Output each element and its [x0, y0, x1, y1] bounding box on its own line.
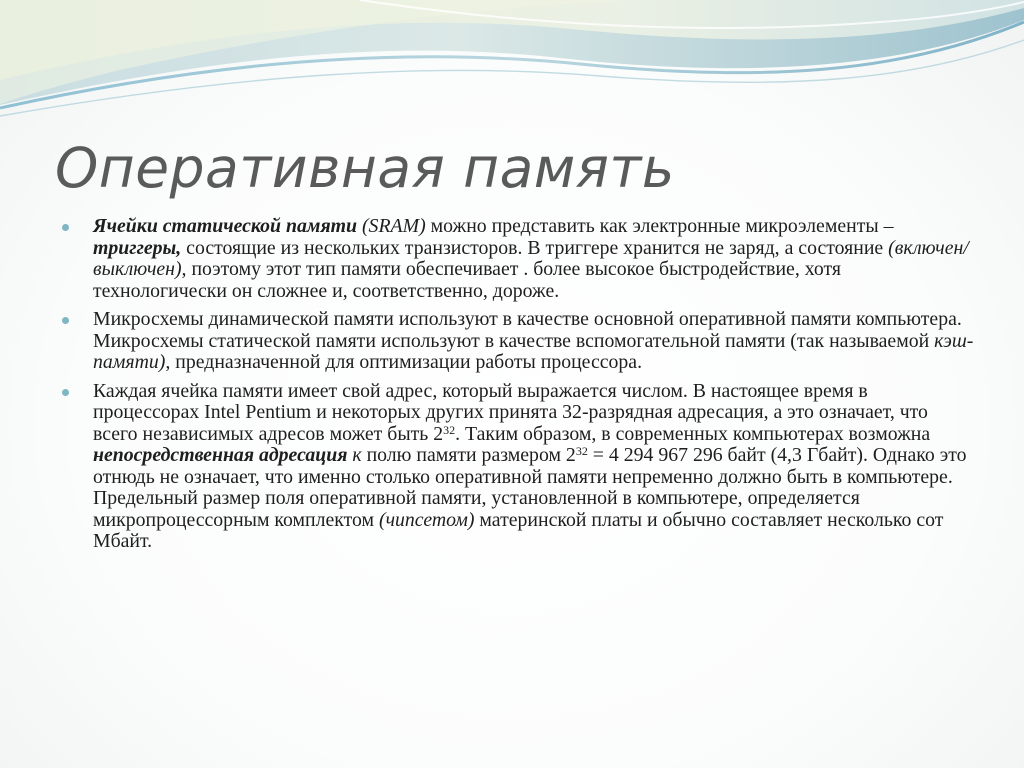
text-segment: материнской платы и обычно составляет несколько сот Мбайт.: [93, 508, 944, 552]
page-title: Оперативная память: [55, 136, 675, 200]
header-wave-decoration: [0, 0, 1024, 120]
text-segment: поэтому этот тип памяти обеспечивает . более высокое быстродействие, хотя технологически он сложнее и, соответственно, дороже.: [93, 258, 841, 302]
term-direct-addressing: непосредственная адресация: [93, 444, 348, 466]
bullet-item-addressing: [60, 381, 975, 553]
bullet-item-dram: [60, 309, 975, 374]
text-segment: предназначенной для оптимизации работы процессора.: [170, 351, 643, 373]
term-sram-abbr: (SRAM): [361, 215, 426, 237]
bullet-item-sram: [60, 216, 975, 302]
state-note: (включен/выключен),: [93, 236, 969, 280]
bullet-dot-icon: [62, 224, 69, 231]
term-chipset: (чипсетом): [379, 508, 475, 531]
text-segment: к: [347, 444, 362, 466]
text-segment: . Таким образом, в современных компьютерах возможна: [455, 422, 931, 445]
term-triggers: триггеры,: [93, 236, 182, 259]
exponent: 32: [575, 444, 588, 458]
exponent: 32: [443, 422, 456, 437]
term-sram: Ячейки статической памяти: [93, 215, 362, 237]
text-segment: состоящие из нескольких транзисторов. В триггере хранится не заряд, а состояние: [181, 236, 889, 259]
text-segment: Каждая ячейка памяти имеет свой адрес, который выражается числом. В настоящее время в процессорах Intel Pentium и некоторых других принята 32-разрядная адресация, а это означает, что всего независимых адресов может быть 2: [93, 379, 928, 445]
bullet-list: [60, 216, 975, 560]
bullet-dot-icon: [62, 389, 69, 396]
term-cache: кэш-памяти),: [93, 329, 974, 373]
text-segment: Микросхемы динамической памяти используют в качестве основной оперативной памяти компьютера. Микросхемы статической памяти используют в качестве вспомогательной памяти (так называемой: [93, 308, 962, 352]
text-segment: полю памяти размером 2: [361, 444, 576, 466]
bullet-dot-icon: [62, 317, 69, 324]
text-segment: можно представить как электронные микроэлементы –: [425, 215, 894, 237]
text-segment: = 4 294 967 296 байт (4,3 Гбайт). Однако это отнюдь не означает, что именно столько оперативной памяти непременно должно быть в компьютере. Предельный размер поля оперативной памяти, установленной в компьютере, определяется микропроцессорным комплектом: [93, 444, 967, 531]
